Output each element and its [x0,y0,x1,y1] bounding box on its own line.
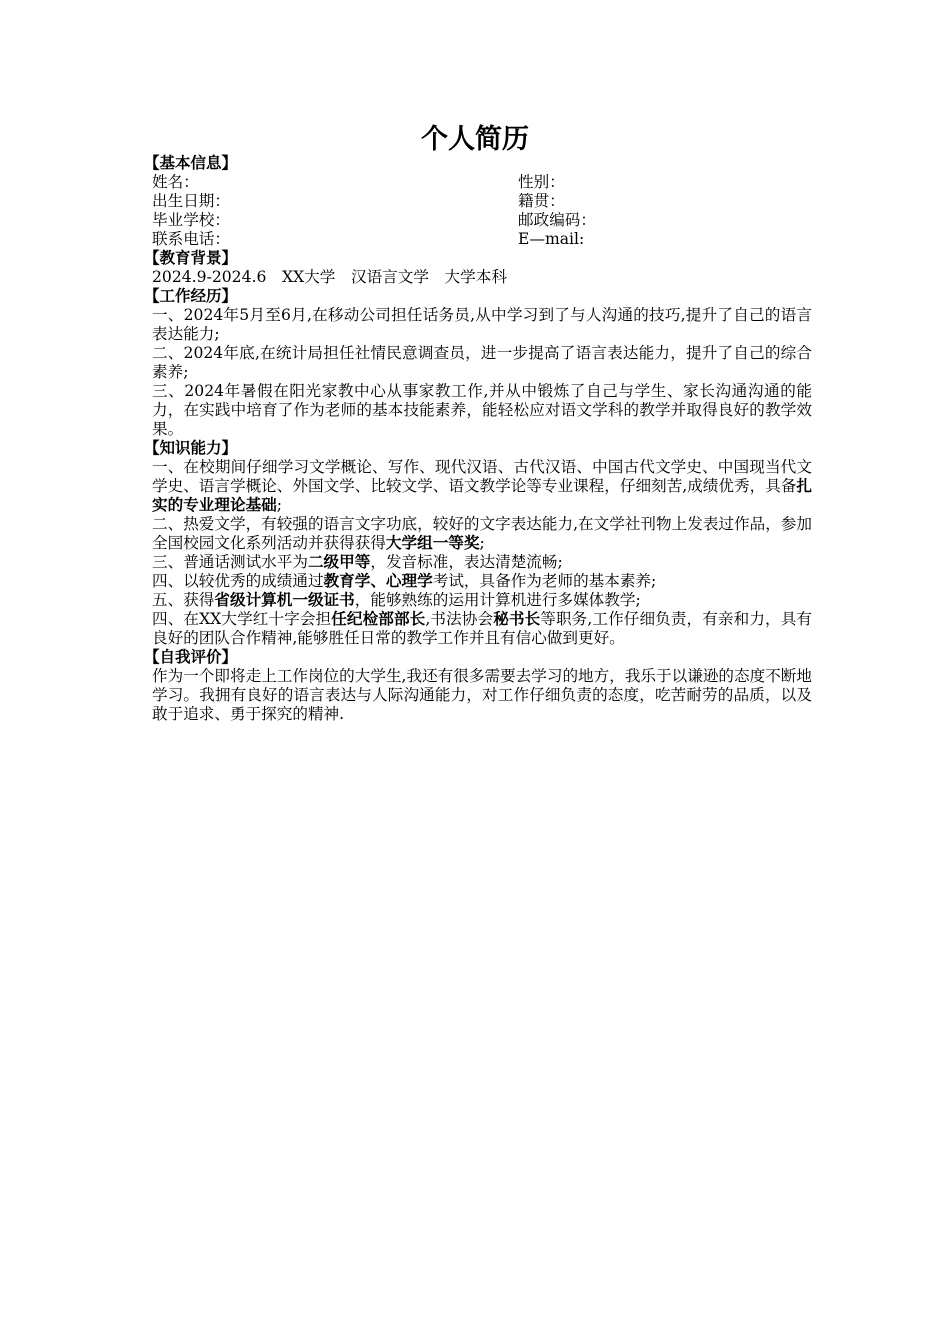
skill-end: ，发音标准，表达清楚流畅; [370,553,563,571]
skill-text: ,书法协会 [425,610,494,628]
info-row [152,211,812,230]
self-eval-text: 作为一个即将走上工作岗位的大学生,我还有很多需要去学习的地方，我乐于以谦逊的态度不断地学习。我拥有良好的语言表达与人际沟通能力，对工作仔细负责的态度，吃苦耐劳的品质，以及敢于追求、勇于探究的精神. [152,667,812,723]
resume-content [144,154,812,724]
skill-highlight: 二级甲等 [307,553,371,571]
skill-end: ; [276,496,283,514]
gender-label: 性别： [518,173,565,191]
skill-text: 四、以较优秀的成绩通过 [152,572,324,590]
info-row [152,173,812,192]
skill-item [152,572,812,591]
basic-info-heading: 【基本信息】 [144,154,238,172]
skill-item [152,515,812,553]
self-eval-heading: 【自我评价】 [144,648,238,666]
skill-item [152,591,812,610]
native-place-label: 籍贯： [518,192,565,210]
skill-item [152,458,812,515]
skill-end: 考试，具备作为老师的基本素养; [432,572,657,590]
skill-item [152,610,812,648]
page-title: 个人简历 [421,124,529,155]
skill-text: 三、普通话测试水平为 [152,553,308,571]
skill-end: ，能够熟练的运用计算机进行多媒体教学; [354,591,641,609]
work-item: 二、2024年底,在统计局担任社情民意调查员，进一步提高了语言表达能力，提升了自己的综合素养; [152,344,812,381]
work-item: 三、2024年暑假在阳光家教中心从事家教工作,并从中锻炼了自己与学生、家长沟通沟通的能力，在实践中培育了作为老师的基本技能素养，能轻松应对语文学科的教学并取得良好的教学效果。 [152,382,812,438]
skill-end: ; [479,534,485,552]
work-item: 一、2024年5月至6月,在移动公司担任话务员,从中学习到了与人沟通的技巧,提升了自己的语言表达能力; [152,306,812,343]
info-row [152,192,812,211]
name-label: 姓名： [152,173,199,191]
skill-highlight: 秘书长 [493,610,541,628]
school-label: 毕业学校： [152,211,230,229]
education-line: 2024.9-2024.6 XX大学 汉语言文学 大学本科 [152,268,507,286]
skill-text: 四、在XX大学红十字会担 [152,610,332,628]
phone-label: 联系电话： [152,230,230,248]
postcode-label: 邮政编码： [518,211,596,229]
work-heading: 【工作经历】 [144,287,238,305]
info-row [152,230,812,249]
skill-highlight: 教育学、心理学 [323,572,433,590]
skill-end: 等职务,工作仔细负责，有亲和力，具有良好的团队合作精神,能够胜任日常的教学工作并且有信心做到更好。 [152,610,812,647]
education-heading: 【教育背景】 [144,249,238,267]
skill-highlight: 扎实的专业理论基础 [152,477,812,514]
skill-highlight: 任纪检部部长 [331,610,426,628]
skill-text: 一、在校期间仔细学习文学概论、写作、现代汉语、古代汉语、中国古代文学史、中国现当代文学史、语言学概论、外国文学、比较文学、语文教学论等专业课程，仔细刻苦,成绩优秀，具备 [152,458,812,495]
email-label: E—mail: [518,230,585,248]
skill-text: 五、获得 [152,591,215,609]
birth-label: 出生日期： [152,192,230,210]
skill-text: 二、热爱文学，有较强的语言文字功底，较好的文字表达能力,在文学社刊物上发表过作品，参加全国校园文化系列活动并获得获得 [152,515,812,552]
skill-highlight: 大学组一等奖 [385,534,480,552]
skill-highlight: 省级计算机一级证书 [214,591,355,609]
skills-heading: 【知识能力】 [144,439,238,457]
skill-item [152,553,812,572]
